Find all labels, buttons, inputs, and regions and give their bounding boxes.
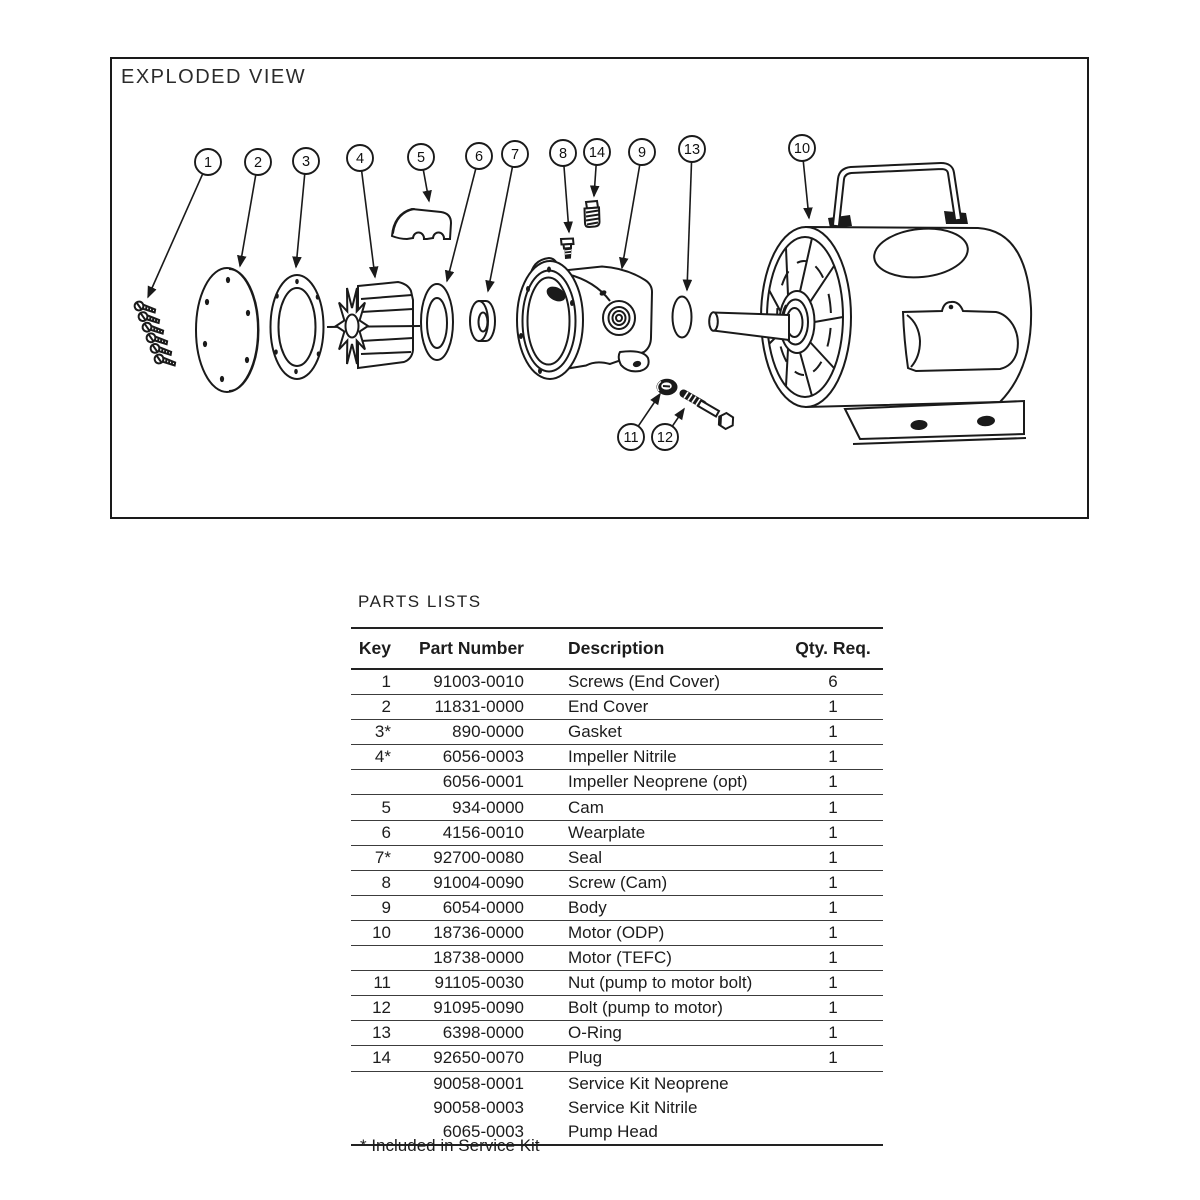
cell-desc: Pump Head [568, 1121, 658, 1141]
cell-desc: Motor (ODP) [568, 922, 665, 942]
cell-qty: 1 [828, 1023, 838, 1043]
cell-part: 890-0000 [452, 722, 524, 742]
cell-part: 92700-0080 [433, 847, 524, 867]
cell-desc: Bolt (pump to motor) [568, 998, 723, 1018]
table-row [351, 846, 883, 871]
exploded-view-title: EXPLODED VIEW [121, 66, 307, 88]
callout-number-8: 8 [558, 146, 568, 162]
callout-number-4: 4 [355, 151, 365, 167]
cell-key: 2 [381, 697, 391, 717]
callout-number-11: 11 [623, 430, 639, 446]
cell-desc: Plug [568, 1048, 603, 1068]
plug-drawing [585, 201, 600, 227]
end-cover-drawing [196, 268, 258, 392]
motor-drawing [761, 166, 1031, 444]
bolt-drawing [684, 392, 734, 429]
cell-qty: 1 [828, 872, 838, 892]
service-kit-footnote: * Included in Service Kit [360, 1136, 540, 1155]
cell-part: 6056-0003 [442, 747, 524, 767]
cell-key: 10 [372, 922, 391, 942]
cell-desc: Gasket [568, 722, 622, 742]
cell-qty: 1 [828, 973, 838, 993]
callout-arrow-7 [488, 167, 512, 291]
table-row [351, 795, 883, 820]
callout-number-3: 3 [301, 154, 311, 170]
table-row [351, 871, 883, 896]
cell-qty: 1 [828, 722, 838, 742]
wearplate-drawing [421, 284, 453, 360]
cell-qty: 1 [828, 847, 838, 867]
cell-qty: 1 [828, 747, 838, 767]
cell-qty: 1 [828, 772, 838, 792]
cell-desc: Motor (TEFC) [568, 948, 672, 968]
cell-part: 11831-0000 [434, 697, 524, 717]
callout-number-5: 5 [416, 150, 426, 166]
cell-key: 1 [381, 672, 391, 692]
table-row [351, 946, 883, 971]
screws-drawing [134, 301, 176, 366]
cell-part: 4156-0010 [442, 822, 524, 842]
callout-number-2: 2 [253, 155, 263, 171]
callout-arrow-4 [362, 171, 375, 277]
table-row [351, 1046, 883, 1071]
cell-part: 6398-0000 [442, 1023, 524, 1043]
cell-part: 6065-0003 [442, 1121, 524, 1141]
cell-part: 6056-0001 [442, 772, 524, 792]
table-row [351, 770, 883, 795]
cam-drawing [392, 209, 451, 239]
table-row [351, 1096, 883, 1120]
callout-number-1: 1 [203, 155, 213, 171]
cell-desc: Cam [568, 797, 604, 817]
cell-desc: O-Ring [568, 1023, 622, 1043]
cell-key: 5 [381, 797, 391, 817]
nut-drawing [657, 379, 678, 395]
impeller-drawing [327, 282, 420, 368]
cell-qty: 1 [828, 697, 838, 717]
exploded-view-panel [110, 57, 1089, 519]
cell-key: 4* [374, 747, 391, 767]
callout-arrow-13 [687, 163, 692, 291]
callout-arrow-14 [594, 166, 596, 197]
table-row [351, 695, 883, 720]
cell-qty: 1 [828, 998, 838, 1018]
pump-body-drawing [517, 258, 652, 379]
table-body [351, 670, 883, 1144]
callout-number-14: 14 [588, 145, 606, 161]
cell-qty: 1 [828, 948, 838, 968]
o-ring-drawing [673, 297, 692, 338]
callout-number-10: 10 [793, 141, 811, 157]
table-header [351, 629, 883, 670]
parts-list-heading: PARTS LISTS [358, 592, 482, 611]
callout-arrow-10 [803, 161, 809, 218]
table-row [351, 896, 883, 921]
column-header-key: Key [358, 638, 391, 658]
cell-desc: Service Kit Nitrile [568, 1097, 698, 1117]
cell-desc: Impeller Nitrile [568, 747, 677, 767]
callout-arrow-2 [240, 175, 256, 266]
cell-qty: 1 [828, 822, 838, 842]
cell-desc: Screws (End Cover) [568, 672, 721, 692]
cell-desc: End Cover [568, 697, 649, 717]
callout-arrow-9 [622, 165, 640, 268]
cell-qty: 1 [828, 897, 838, 917]
table-row [351, 1072, 883, 1096]
callout-arrow-5 [423, 170, 429, 201]
cell-key: 3* [374, 722, 391, 742]
cell-qty: 1 [828, 922, 838, 942]
callout-arrow-3 [296, 174, 305, 267]
callout-arrow-11 [639, 394, 661, 426]
cell-part: 91003-0010 [433, 672, 524, 692]
cell-key: 6 [381, 822, 391, 842]
cell-desc: Body [568, 897, 607, 917]
cell-desc: Wearplate [568, 822, 646, 842]
callout-number-12: 12 [656, 430, 674, 446]
cell-desc: Nut (pump to motor bolt) [568, 973, 753, 993]
cell-key: 13 [372, 1023, 391, 1043]
cell-part: 91095-0090 [433, 998, 524, 1018]
exploded-view-diagram [112, 59, 1086, 516]
column-header-part: Part Number [418, 638, 524, 658]
cell-part: 934-0000 [452, 797, 524, 817]
table-row [351, 670, 883, 695]
cell-part: 6054-0000 [442, 897, 524, 917]
cell-desc: Seal [568, 847, 603, 867]
cell-part: 18738-0000 [433, 948, 524, 968]
table-row [351, 996, 883, 1021]
seal-drawing [470, 301, 495, 341]
table-row [351, 745, 883, 770]
cell-key: 7* [374, 847, 391, 867]
cell-key: 11 [373, 973, 391, 993]
cell-key: 8 [381, 872, 391, 892]
cell-desc: Screw (Cam) [568, 872, 668, 892]
cell-desc: Service Kit Neoprene [568, 1073, 729, 1093]
cell-part: 90058-0003 [433, 1097, 524, 1117]
table-row [351, 821, 883, 846]
callout-arrow-1 [148, 174, 203, 297]
cell-part: 91105-0030 [434, 973, 524, 993]
table-row [351, 971, 883, 996]
callout-number-9: 9 [637, 145, 647, 161]
motor-shaft-drawing [709, 312, 789, 340]
table-row [351, 720, 883, 745]
cell-key: 12 [372, 998, 391, 1018]
table-row [351, 921, 883, 946]
cell-part: 18736-0000 [433, 922, 524, 942]
callout-number-6: 6 [474, 149, 484, 165]
cell-key: 14 [372, 1048, 391, 1068]
table-row [351, 1021, 883, 1046]
cell-qty: 6 [828, 672, 838, 692]
parts-table [351, 627, 883, 1146]
column-header-description: Description [568, 638, 665, 658]
callout-arrow-8 [564, 167, 569, 233]
column-header-qty: Qty. Req. [795, 638, 871, 658]
cell-part: 90058-0001 [433, 1073, 524, 1093]
gasket-drawing [271, 275, 324, 379]
cell-qty: 1 [828, 797, 838, 817]
cell-key: 9 [381, 897, 391, 917]
cam-screw-drawing [561, 239, 574, 260]
callout-arrow-12 [673, 409, 684, 426]
callout-number-13: 13 [683, 142, 701, 158]
cell-part: 91004-0090 [433, 872, 524, 892]
cell-part: 92650-0070 [433, 1048, 524, 1068]
cell-desc: Impeller Neoprene (opt) [568, 772, 748, 792]
cell-qty: 1 [828, 1048, 838, 1068]
callout-number-7: 7 [510, 147, 520, 163]
